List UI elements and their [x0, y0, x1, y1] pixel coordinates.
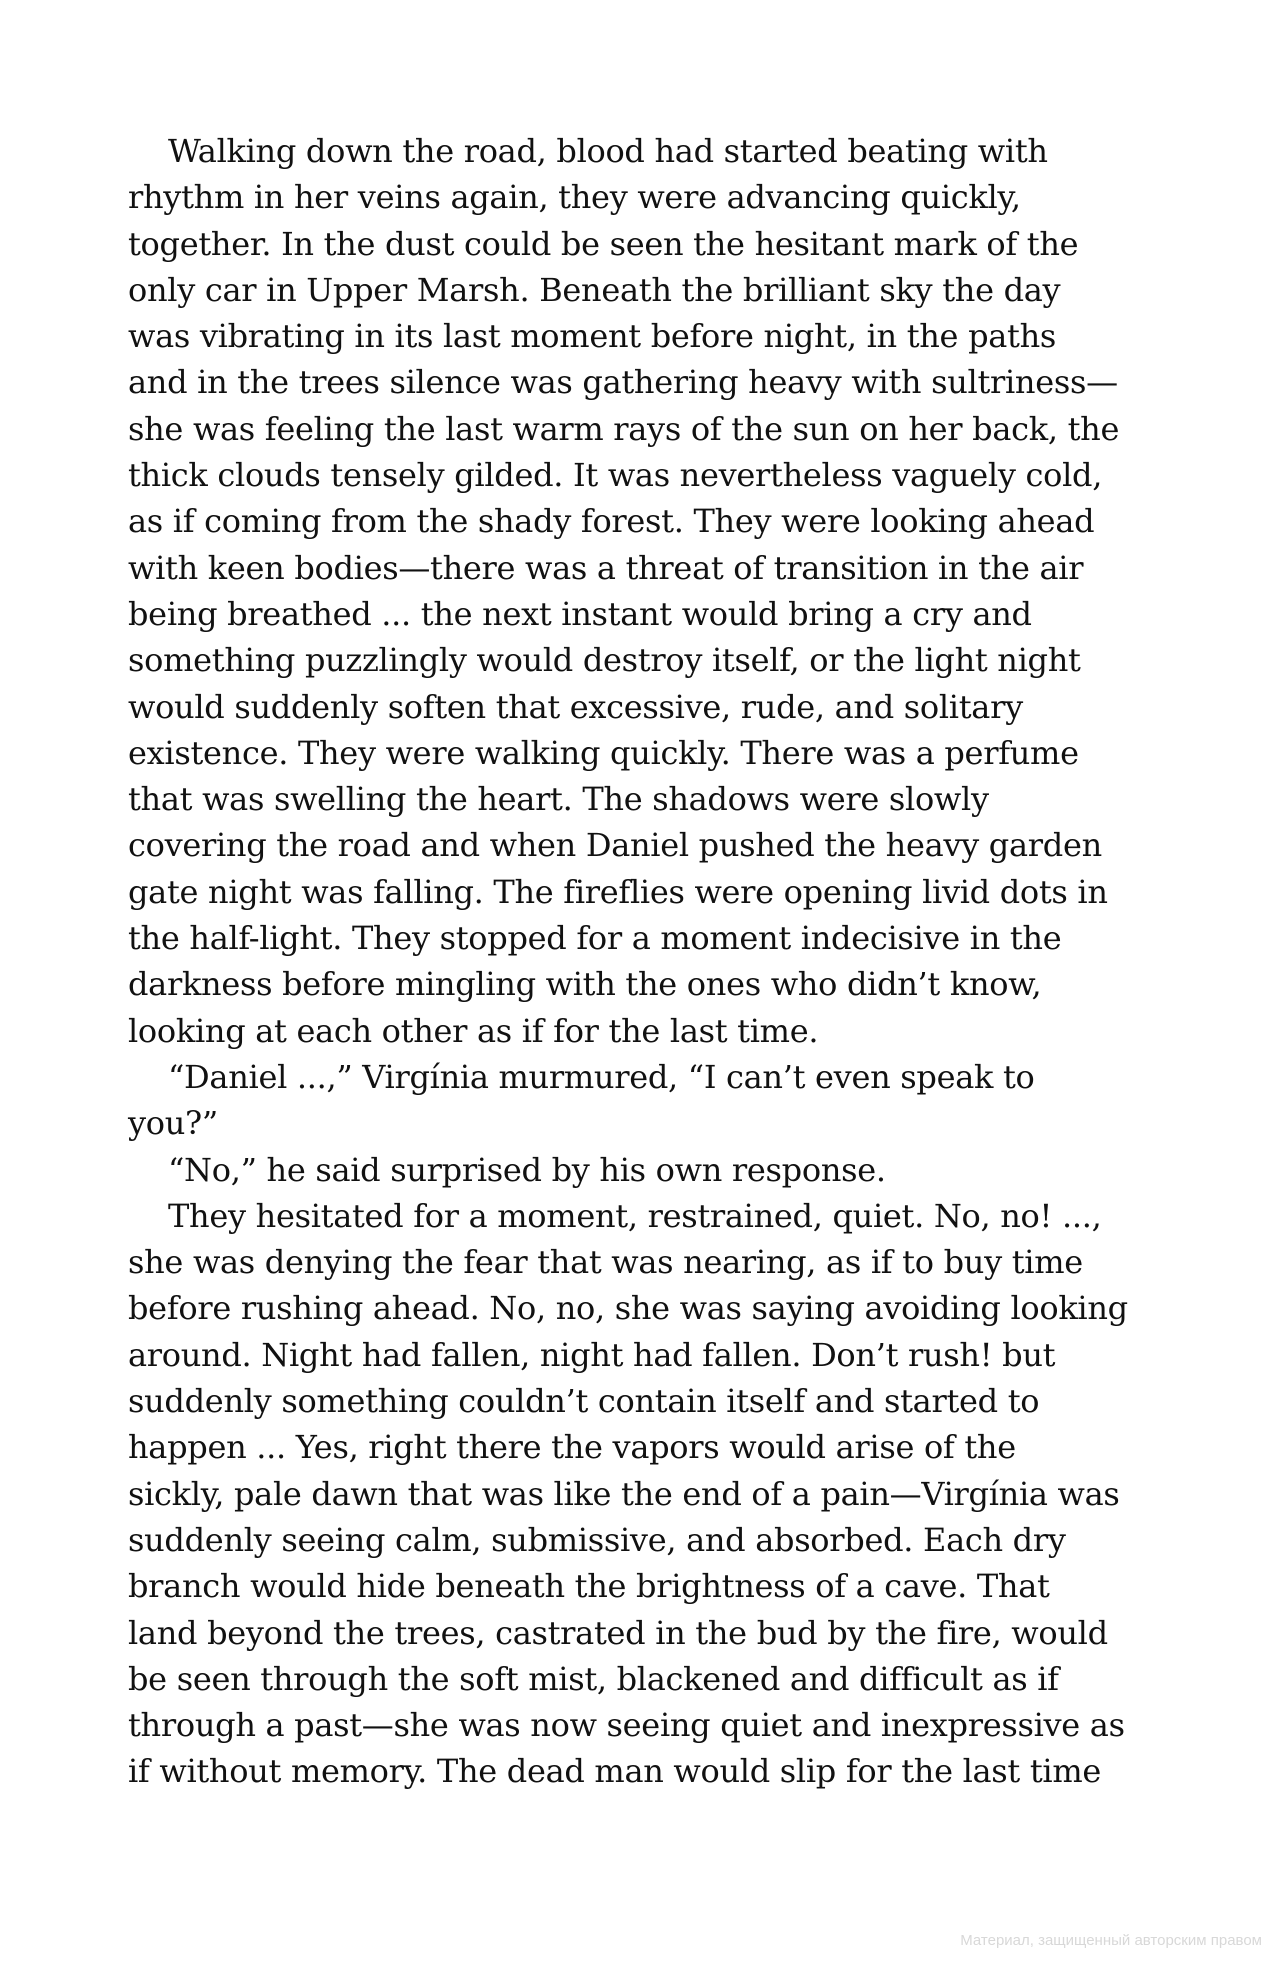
text-line: They hesitated for a moment, restrained, quiet. No, no! ...,	[168, 1196, 1102, 1235]
body-text	[128, 128, 1158, 1795]
text-line: would suddenly soften that excessive, rude, and solitary	[128, 687, 1023, 726]
text-line: covering the road and when Daniel pushed the heavy garden	[128, 826, 1102, 865]
text-line: that was swelling the heart. The shadows were slowly	[128, 780, 989, 819]
text-line: suddenly something couldn’t contain itself and started to	[128, 1382, 1040, 1421]
text-line: darkness before mingling with the ones who didn’t know,	[128, 965, 1042, 1004]
text-line: she was feeling the last warm rays of the sun on her back, the	[128, 409, 1120, 448]
text-line: something puzzlingly would destroy itself, or the light night	[128, 641, 1081, 680]
text-line: happen ... Yes, right there the vapors would arise of the	[128, 1428, 1016, 1467]
text-line: only car in Upper Marsh. Beneath the brilliant sky the day	[128, 270, 1061, 309]
text-line: rhythm in her veins again, they were advancing quickly,	[128, 178, 1021, 217]
text-line: existence. They were walking quickly. There was a perfume	[128, 733, 1079, 772]
text-line: around. Night had fallen, night had fallen. Don’t rush! but	[128, 1335, 1056, 1374]
text-line: thick clouds tensely gilded. It was nevertheless vaguely cold,	[128, 456, 1103, 495]
text-line: the half-light. They stopped for a moment indecisive in the	[128, 919, 1062, 958]
text-line: she was denying the fear that was nearing, as if to buy time	[128, 1243, 1083, 1282]
text-line: and in the trees silence was gathering heavy with sultriness—	[128, 363, 1118, 402]
text-line: land beyond the trees, castrated in the bud by the fire, would	[128, 1613, 1108, 1652]
text-line: with keen bodies—there was a threat of transition in the air	[128, 548, 1084, 587]
text-line: was vibrating in its last moment before night, in the paths	[128, 317, 1057, 356]
text-line: looking at each other as if for the last time.	[128, 1011, 819, 1050]
text-line: before rushing ahead. No, no, she was saying avoiding looking	[128, 1289, 1128, 1328]
copyright-watermark: Материал, защищенный авторским правом	[960, 1932, 1262, 1949]
text-line: if without memory. The dead man would slip for the last time	[128, 1752, 1102, 1791]
text-line: suddenly seeing calm, submissive, and absorbed. Each dry	[128, 1520, 1066, 1559]
text-line: together. In the dust could be seen the hesitant mark of the	[128, 224, 1079, 263]
text-line: being breathed ... the next instant would bring a cry and	[128, 594, 1032, 633]
text-line: “Daniel ...,” Virgínia murmured, “I can’t even speak to	[168, 1057, 1035, 1096]
text-line: sickly, pale dawn that was like the end of a pain—Virgínia was	[128, 1474, 1120, 1513]
text-line: you?”	[128, 1104, 218, 1143]
text-line: as if coming from the shady forest. They were looking ahead	[128, 502, 1095, 541]
text-line: Walking down the road, blood had started beating with	[168, 132, 1048, 170]
text-line: be seen through the soft mist, blackened and difficult as if	[128, 1659, 1059, 1698]
text-line: branch would hide beneath the brightness of a cave. That	[128, 1567, 1050, 1606]
text-line: gate night was falling. The fireflies were opening livid dots in	[128, 872, 1108, 911]
text-line: through a past—she was now seeing quiet and inexpressive as	[128, 1706, 1125, 1745]
text-line: “No,” he said surprised by his own response.	[168, 1150, 886, 1189]
